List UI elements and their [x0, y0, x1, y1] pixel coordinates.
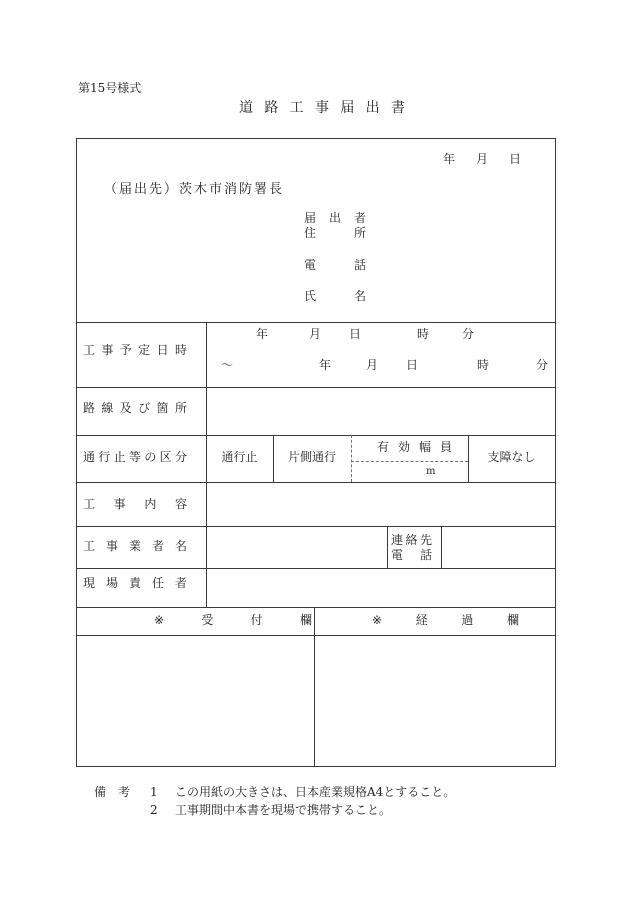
schedule-start-day: 日 [349, 327, 362, 341]
schedule-end-hour: 時 [477, 358, 490, 372]
phone-label: 電 話 [304, 258, 366, 272]
notifier-label: 届 出 者 [304, 211, 366, 225]
route-row-label: 路 線 及 び 箇 所 [83, 401, 187, 415]
schedule-start-year: 年 [256, 327, 269, 341]
schedule-start-month: 月 [309, 327, 322, 341]
address-label: 住 所 [304, 226, 366, 240]
schedule-start-hour: 時 [417, 327, 430, 341]
table-gridline [77, 607, 555, 608]
note-2-number: 2 [150, 803, 158, 817]
site-manager-label: 現 場 責 任 者 [83, 576, 187, 590]
closure-row-label: 通 行 止 等 の 区 分 [83, 450, 187, 464]
closure-option-one-side: 片側通行 [287, 450, 336, 464]
contact-cell-line [441, 526, 442, 568]
form-table [76, 138, 556, 767]
date-line: 年 月 日 [443, 152, 521, 166]
schedule-start-minute: 分 [462, 327, 475, 341]
footer-divider-line [314, 607, 315, 766]
effective-width-label: 有 効 幅 員 [377, 440, 452, 454]
schedule-tilde: ～ [221, 358, 234, 372]
table-gridline [77, 482, 555, 483]
table-gridline [77, 635, 555, 636]
work-content-label: 工 事 内 容 [83, 497, 187, 511]
schedule-row-label: 工 事 予 定 日 時 [83, 343, 187, 357]
progress-column-header: ※ 経 過 欄 [372, 613, 519, 627]
schedule-end-month: 月 [366, 358, 379, 372]
label-column-line [206, 322, 207, 607]
contact-phone-label: 電 話 [391, 548, 432, 562]
effective-width-underline [351, 461, 468, 462]
effective-width-dashed-line [351, 435, 352, 482]
notes-label: 備 考 [94, 785, 130, 799]
note-1-number: 1 [150, 785, 158, 799]
table-gridline [77, 526, 555, 527]
table-gridline [77, 387, 555, 388]
reception-column-header: ※ 受 付 欄 [154, 613, 312, 627]
note-1-text: この用紙の大きさは、日本産業規格A4とすること。 [175, 785, 456, 799]
table-gridline [77, 435, 555, 436]
recipient-line: （届出先）茨木市消防署長 [104, 182, 285, 197]
closure-option-no-obstruction: 支障なし [487, 450, 536, 464]
closure-option-closed: 通行止 [221, 450, 258, 464]
table-gridline [77, 568, 555, 569]
schedule-end-year: 年 [319, 358, 332, 372]
contractor-label: 工 事 業 者 名 [83, 539, 187, 553]
contact-cell-line [387, 526, 388, 568]
table-gridline [77, 322, 555, 323]
name-label: 氏 名 [304, 289, 366, 303]
note-2-text: 工事期間中本書を現場で携帯すること。 [175, 803, 392, 817]
schedule-end-minute: 分 [536, 358, 549, 372]
width-unit-label: m [426, 466, 436, 477]
form-number: 第15号様式 [78, 81, 142, 95]
schedule-end-day: 日 [406, 358, 419, 372]
document-title: 道 路 工 事 届 出 書 [239, 100, 405, 116]
contact-label: 連 絡 先 [391, 533, 432, 547]
